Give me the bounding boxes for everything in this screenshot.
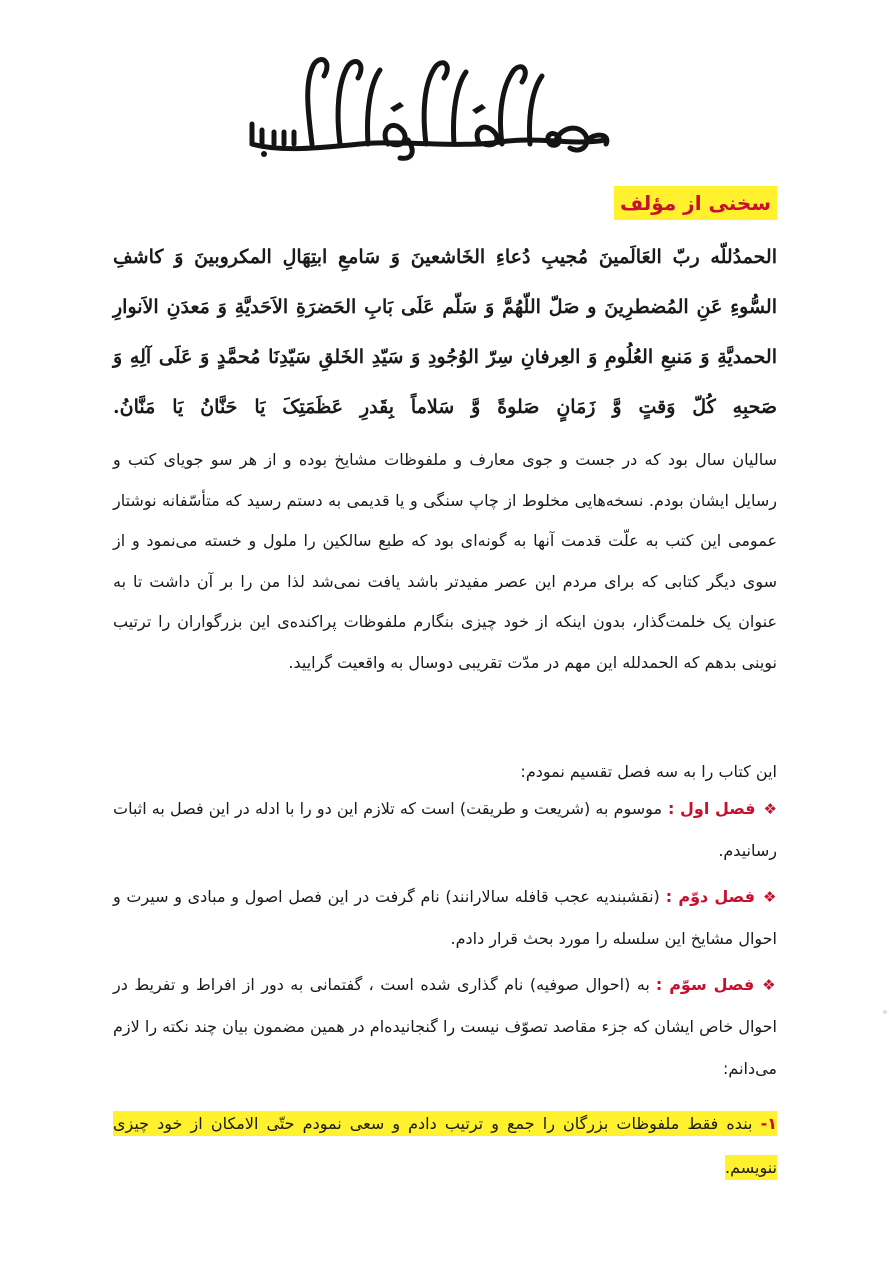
diamond-bullet-icon: ❖ — [762, 976, 777, 994]
chapter-label: فصل اول : — [668, 799, 756, 818]
diamond-bullet-icon: ❖ — [762, 888, 777, 906]
basmala-calligraphy — [240, 52, 620, 162]
highlighted-note — [113, 1102, 777, 1190]
chapter-item-1 — [113, 788, 777, 872]
intro-ending-line: این کتاب را به سه فصل تقسیم نمودم: — [520, 762, 777, 781]
chapter-label: فصل دوّم : — [665, 887, 755, 906]
section-heading: سخنی از مؤلف — [614, 186, 777, 220]
arabic-invocation: الحمدُللّه ربّ العَالَمینَ مُجیبِ دُعاءِ الخَاشعینَ وَ سَامعِ ابتِهَالِ المکروبینَ وَ کاشفِ السُّوءِ عَنِ المُضطرِینَ و صَلّ اللّهُمَّ وَ سَلّم عَلَی بَابِ الحَضرَةِ الاَحَدیَّةِ وَ مَعدَنِ الاَنوارِ الحمدیَّةِ وَ مَنبعِ العُلُومِ وَ العِرفانِ سِرّ الوُجُودِ وَ سَیّدِ الخَلقِ سَیّدِنَا مُحمَّدٍ وَ عَلَی آلِهِ وَ صَحبِهِ کُلّ وَقتٍ وَّ زَمَانٍ صَلوةً وَّ سَلاماً بِقَدرِ عَظَمَتِکَ یَا حَنَّانُ یَا مَنَّانُ. — [113, 246, 777, 418]
basmala-calligraphy-icon — [240, 52, 620, 162]
chapter-item-2 — [113, 876, 777, 960]
note-text: بنده فقط ملفوظات بزرگان را جمع و ترتیب دادم و سعی نمودم حتّی الامکان از خود چیزی ننویسم. — [113, 1114, 777, 1177]
note-number: ۱- — [760, 1114, 778, 1133]
heading-container — [614, 186, 777, 220]
intro-paragraph: سالیان سال بود که در جست و جوی معارف و ملفوظات مشایخ بوده و از هر سو جویای کتب و رسایل ایشان بودم. نسخه‌هایی مخلوط از چاپ سنگی و یا قدیمی به دستم رسید که متأسّفانه نوشتار عمومی این کتب به علّت قدمت آنها به گونه‌ای بود که طبع سالکین را ملول و خسته می‌نمود و از سوی دیگر کتابی که برای مردم این عصر مفیدتر باشد یافت نمی‌شد لذا من را بر آن داشت تا به عنوان یک خلمت‌گذار، بدون اینکه از خود چیزی بنگارم ملفوظات پراکنده‌ی این بزرگواران را ترتیب نوینی بدهم که الحمدلله این مهم در مدّت تقریبی دوسال به واقعیت گرایید. — [113, 450, 777, 672]
chapter-description: به (احوال صوفیه) نام گذاری شده است ، گفتمانی به دور از افراط و تفریط در احوال خاص ایشان که جزء مقاصد تصوّف نیست را گنجانیده‌ام در همین مضمون بیان چند نکته را لازم می‌دانم: — [113, 975, 777, 1078]
chapter-label: فصل سوّم : — [655, 975, 755, 994]
scan-mark — [883, 1010, 887, 1014]
diamond-bullet-icon: ❖ — [763, 800, 777, 818]
chapter-description: موسوم به (شریعت و طریقت) است که تلازم این دو را با ادله در این فصل به اثبات رسانیدم. — [113, 799, 777, 860]
note-highlight — [113, 1111, 777, 1180]
chapter-item-3 — [113, 964, 777, 1090]
chapter-description: (نقشبندیه عجب قافله سالارانند) نام گرفت در این فصل اصول و مبادی و سیرت و احوال مشایخ این سلسله را مورد بحث قرار دادم. — [113, 887, 777, 948]
